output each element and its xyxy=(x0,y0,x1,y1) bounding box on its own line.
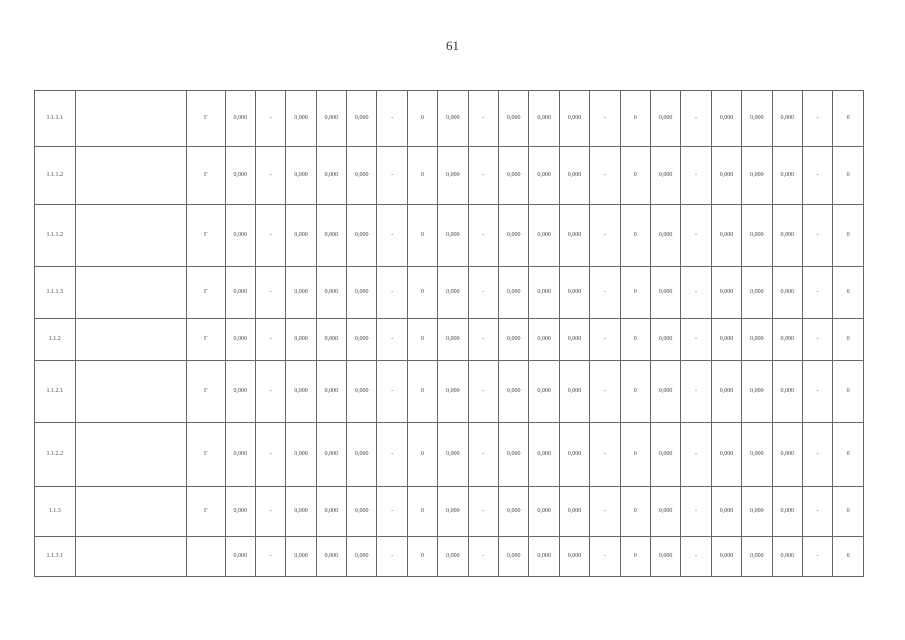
table-row xyxy=(35,423,864,487)
value-cell: 0,000 xyxy=(438,423,468,487)
value-cell: - xyxy=(802,423,832,487)
value-cell: 0,000 xyxy=(650,205,680,267)
row-code-cell: 1.1.1.1 xyxy=(35,91,76,147)
value-cell: - xyxy=(590,487,620,537)
value-cell: - xyxy=(377,319,407,361)
value-cell: - xyxy=(377,147,407,205)
value-cell: 0,000 xyxy=(316,147,346,205)
value-cell: 0 xyxy=(407,147,437,205)
value-cell: - xyxy=(468,487,498,537)
value-cell: - xyxy=(468,423,498,487)
value-cell: 0,000 xyxy=(559,361,589,423)
value-cell: 0,000 xyxy=(529,361,559,423)
value-cell: 0,000 xyxy=(286,537,316,577)
value-cell: 0,000 xyxy=(316,319,346,361)
value-cell: 0 xyxy=(407,487,437,537)
value-cell: 0,000 xyxy=(286,361,316,423)
value-cell: 0 xyxy=(833,205,864,267)
row-code-cell: 1.1.3 xyxy=(35,487,76,537)
value-cell: - xyxy=(377,91,407,147)
value-cell: 0,000 xyxy=(559,487,589,537)
row-description-cell xyxy=(75,423,186,487)
value-cell: - xyxy=(255,91,285,147)
value-cell: - xyxy=(377,423,407,487)
value-cell: 0,000 xyxy=(559,147,589,205)
value-cell: - xyxy=(255,319,285,361)
value-cell: - xyxy=(255,147,285,205)
row-description-cell xyxy=(75,205,186,267)
value-cell: 0 xyxy=(833,267,864,319)
value-cell: 0 xyxy=(833,91,864,147)
value-cell: 0,000 xyxy=(225,537,255,577)
value-cell: 0,000 xyxy=(529,147,559,205)
value-cell: 0,000 xyxy=(347,147,377,205)
value-cell: 0 xyxy=(833,487,864,537)
value-cell: - xyxy=(255,423,285,487)
value-cell: 0,000 xyxy=(772,361,802,423)
value-cell: 0,000 xyxy=(742,537,772,577)
row-description-cell xyxy=(75,537,186,577)
value-cell: 0,000 xyxy=(438,537,468,577)
value-cell: - xyxy=(590,423,620,487)
row-unit-cell: Г xyxy=(187,319,226,361)
value-cell: - xyxy=(377,267,407,319)
value-cell: 0,000 xyxy=(711,361,741,423)
value-cell: - xyxy=(377,537,407,577)
value-cell: 0,000 xyxy=(742,487,772,537)
value-cell: 0,000 xyxy=(347,361,377,423)
value-cell: 0,000 xyxy=(347,537,377,577)
value-cell: 0,000 xyxy=(499,91,529,147)
value-cell: 0,000 xyxy=(225,91,255,147)
value-cell: - xyxy=(681,423,711,487)
value-cell: - xyxy=(802,319,832,361)
value-cell: - xyxy=(802,361,832,423)
value-cell: 0,000 xyxy=(225,147,255,205)
value-cell: 0,000 xyxy=(650,319,680,361)
value-cell: 0,000 xyxy=(316,205,346,267)
value-cell: 0,000 xyxy=(347,205,377,267)
value-cell: 0,000 xyxy=(347,91,377,147)
value-cell: 0,000 xyxy=(742,147,772,205)
value-cell: 0,000 xyxy=(711,267,741,319)
value-cell: - xyxy=(377,487,407,537)
table-row xyxy=(35,91,864,147)
row-unit-cell: Г xyxy=(187,361,226,423)
value-cell: 0,000 xyxy=(650,537,680,577)
value-cell: 0,000 xyxy=(286,319,316,361)
value-cell: 0,000 xyxy=(499,319,529,361)
value-cell: 0,000 xyxy=(316,423,346,487)
value-cell: 0 xyxy=(833,423,864,487)
value-cell: 0,000 xyxy=(225,267,255,319)
value-cell: 0,000 xyxy=(772,487,802,537)
value-cell: 0,000 xyxy=(772,91,802,147)
value-cell: 0 xyxy=(833,319,864,361)
value-cell: 0,000 xyxy=(650,423,680,487)
value-cell: - xyxy=(681,91,711,147)
value-cell: 0,000 xyxy=(742,361,772,423)
value-cell: - xyxy=(468,147,498,205)
value-cell: 0 xyxy=(407,267,437,319)
value-cell: 0,000 xyxy=(559,537,589,577)
value-cell: 0 xyxy=(407,319,437,361)
value-cell: - xyxy=(681,205,711,267)
row-description-cell xyxy=(75,147,186,205)
value-cell: 0,000 xyxy=(438,361,468,423)
value-cell: 0,000 xyxy=(316,91,346,147)
value-cell: - xyxy=(802,91,832,147)
value-cell: 0 xyxy=(620,205,650,267)
row-unit-cell: Г xyxy=(187,91,226,147)
value-cell: - xyxy=(590,319,620,361)
value-cell: - xyxy=(681,361,711,423)
row-description-cell xyxy=(75,267,186,319)
value-cell: 0,000 xyxy=(559,423,589,487)
value-cell: 0,000 xyxy=(347,267,377,319)
data-table xyxy=(34,90,864,577)
value-cell: 0,000 xyxy=(711,487,741,537)
value-cell: 0,000 xyxy=(772,537,802,577)
value-cell: - xyxy=(255,267,285,319)
value-cell: 0,000 xyxy=(742,267,772,319)
value-cell: 0,000 xyxy=(529,91,559,147)
page-number: 61 xyxy=(446,38,459,53)
value-cell: 0 xyxy=(620,361,650,423)
value-cell: - xyxy=(255,205,285,267)
value-cell: 0 xyxy=(407,91,437,147)
value-cell: 0,000 xyxy=(225,361,255,423)
value-cell: 0,000 xyxy=(286,91,316,147)
value-cell: - xyxy=(681,319,711,361)
row-description-cell xyxy=(75,91,186,147)
value-cell: 0,000 xyxy=(772,267,802,319)
table-row xyxy=(35,537,864,577)
value-cell: 0,000 xyxy=(286,267,316,319)
value-cell: 0,000 xyxy=(499,537,529,577)
value-cell: 0,000 xyxy=(529,267,559,319)
table-row xyxy=(35,147,864,205)
value-cell: - xyxy=(802,537,832,577)
row-code-cell: 1.1.1.2 xyxy=(35,147,76,205)
value-cell: 0,000 xyxy=(529,319,559,361)
row-unit-cell: Г xyxy=(187,487,226,537)
value-cell: 0,000 xyxy=(742,423,772,487)
value-cell: - xyxy=(681,487,711,537)
value-cell: 0,000 xyxy=(772,205,802,267)
row-unit-cell: Г xyxy=(187,147,226,205)
value-cell: 0,000 xyxy=(347,487,377,537)
value-cell: 0,000 xyxy=(316,487,346,537)
value-cell: - xyxy=(590,361,620,423)
value-cell: 0,000 xyxy=(316,361,346,423)
value-cell: 0,000 xyxy=(711,91,741,147)
value-cell: 0,000 xyxy=(316,537,346,577)
value-cell: 0,000 xyxy=(742,319,772,361)
value-cell: - xyxy=(681,267,711,319)
table-row xyxy=(35,205,864,267)
value-cell: 0,000 xyxy=(529,537,559,577)
value-cell: 0,000 xyxy=(529,205,559,267)
value-cell: - xyxy=(468,267,498,319)
row-unit-cell xyxy=(187,537,226,577)
value-cell: 0,000 xyxy=(711,537,741,577)
value-cell: - xyxy=(590,91,620,147)
value-cell: - xyxy=(590,205,620,267)
value-cell: - xyxy=(681,147,711,205)
value-cell: - xyxy=(590,537,620,577)
value-cell: 0,000 xyxy=(499,267,529,319)
value-cell: 0,000 xyxy=(225,423,255,487)
value-cell: 0 xyxy=(620,423,650,487)
row-code-cell: 1.1.3.1 xyxy=(35,537,76,577)
value-cell: - xyxy=(377,205,407,267)
value-cell: - xyxy=(802,267,832,319)
value-cell: - xyxy=(802,205,832,267)
value-cell: 0,000 xyxy=(529,487,559,537)
value-cell: 0,000 xyxy=(650,267,680,319)
table-row xyxy=(35,487,864,537)
value-cell: 0,000 xyxy=(711,147,741,205)
value-cell: 0,000 xyxy=(772,319,802,361)
value-cell: 0,000 xyxy=(499,361,529,423)
value-cell: 0,000 xyxy=(438,147,468,205)
value-cell: 0,000 xyxy=(286,205,316,267)
value-cell: 0,000 xyxy=(438,91,468,147)
value-cell: - xyxy=(255,537,285,577)
value-cell: 0,000 xyxy=(650,147,680,205)
value-cell: 0,000 xyxy=(499,423,529,487)
value-cell: 0,000 xyxy=(772,147,802,205)
value-cell: 0,000 xyxy=(559,91,589,147)
value-cell: 0,000 xyxy=(438,267,468,319)
value-cell: 0,000 xyxy=(438,319,468,361)
value-cell: - xyxy=(590,147,620,205)
value-cell: 0 xyxy=(620,267,650,319)
value-cell: - xyxy=(468,91,498,147)
value-cell: 0 xyxy=(407,537,437,577)
value-cell: - xyxy=(468,319,498,361)
table-row xyxy=(35,319,864,361)
value-cell: 0,000 xyxy=(742,91,772,147)
row-description-cell xyxy=(75,487,186,537)
value-cell: 0,000 xyxy=(711,423,741,487)
row-unit-cell: Г xyxy=(187,423,226,487)
value-cell: 0,000 xyxy=(225,487,255,537)
value-cell: 0,000 xyxy=(347,423,377,487)
table-row xyxy=(35,361,864,423)
value-cell: 0,000 xyxy=(499,147,529,205)
value-cell: - xyxy=(255,487,285,537)
value-cell: 0 xyxy=(620,147,650,205)
value-cell: 0,000 xyxy=(772,423,802,487)
value-cell: 0 xyxy=(620,487,650,537)
row-description-cell xyxy=(75,361,186,423)
value-cell: 0 xyxy=(407,205,437,267)
value-cell: 0,000 xyxy=(650,487,680,537)
value-cell: - xyxy=(802,147,832,205)
table-body xyxy=(35,91,864,577)
value-cell: 0,000 xyxy=(559,205,589,267)
row-code-cell: 1.1.2.1 xyxy=(35,361,76,423)
value-cell: 0,000 xyxy=(711,319,741,361)
value-cell: 0,000 xyxy=(499,487,529,537)
value-cell: - xyxy=(468,361,498,423)
value-cell: 0,000 xyxy=(559,319,589,361)
value-cell: 0,000 xyxy=(347,319,377,361)
value-cell: 0 xyxy=(620,91,650,147)
value-cell: 0,000 xyxy=(711,205,741,267)
value-cell: 0,000 xyxy=(225,205,255,267)
value-cell: 0,000 xyxy=(286,487,316,537)
value-cell: 0,000 xyxy=(499,205,529,267)
row-code-cell: 1.1.1.2 xyxy=(35,205,76,267)
value-cell: 0,000 xyxy=(438,205,468,267)
row-description-cell xyxy=(75,319,186,361)
row-unit-cell: Г xyxy=(187,205,226,267)
value-cell: 0,000 xyxy=(742,205,772,267)
value-cell: 0,000 xyxy=(438,487,468,537)
value-cell: - xyxy=(681,537,711,577)
value-cell: 0 xyxy=(620,537,650,577)
value-cell: - xyxy=(468,537,498,577)
row-code-cell: 1.1.2 xyxy=(35,319,76,361)
value-cell: 0,000 xyxy=(650,361,680,423)
value-cell: 0 xyxy=(407,361,437,423)
value-cell: 0,000 xyxy=(286,423,316,487)
row-code-cell: 1.1.2.2 xyxy=(35,423,76,487)
value-cell: 0,000 xyxy=(559,267,589,319)
value-cell: 0 xyxy=(833,537,864,577)
value-cell: - xyxy=(377,361,407,423)
value-cell: 0,000 xyxy=(316,267,346,319)
value-cell: 0 xyxy=(620,319,650,361)
value-cell: 0 xyxy=(833,147,864,205)
value-cell: - xyxy=(802,487,832,537)
value-cell: - xyxy=(468,205,498,267)
row-code-cell: 1.1.1.3 xyxy=(35,267,76,319)
table-row xyxy=(35,267,864,319)
value-cell: 0,000 xyxy=(286,147,316,205)
value-cell: - xyxy=(255,361,285,423)
value-cell: - xyxy=(590,267,620,319)
value-cell: 0 xyxy=(407,423,437,487)
value-cell: 0 xyxy=(833,361,864,423)
value-cell: 0,000 xyxy=(529,423,559,487)
row-unit-cell: Г xyxy=(187,267,226,319)
value-cell: 0,000 xyxy=(650,91,680,147)
value-cell: 0,000 xyxy=(225,319,255,361)
